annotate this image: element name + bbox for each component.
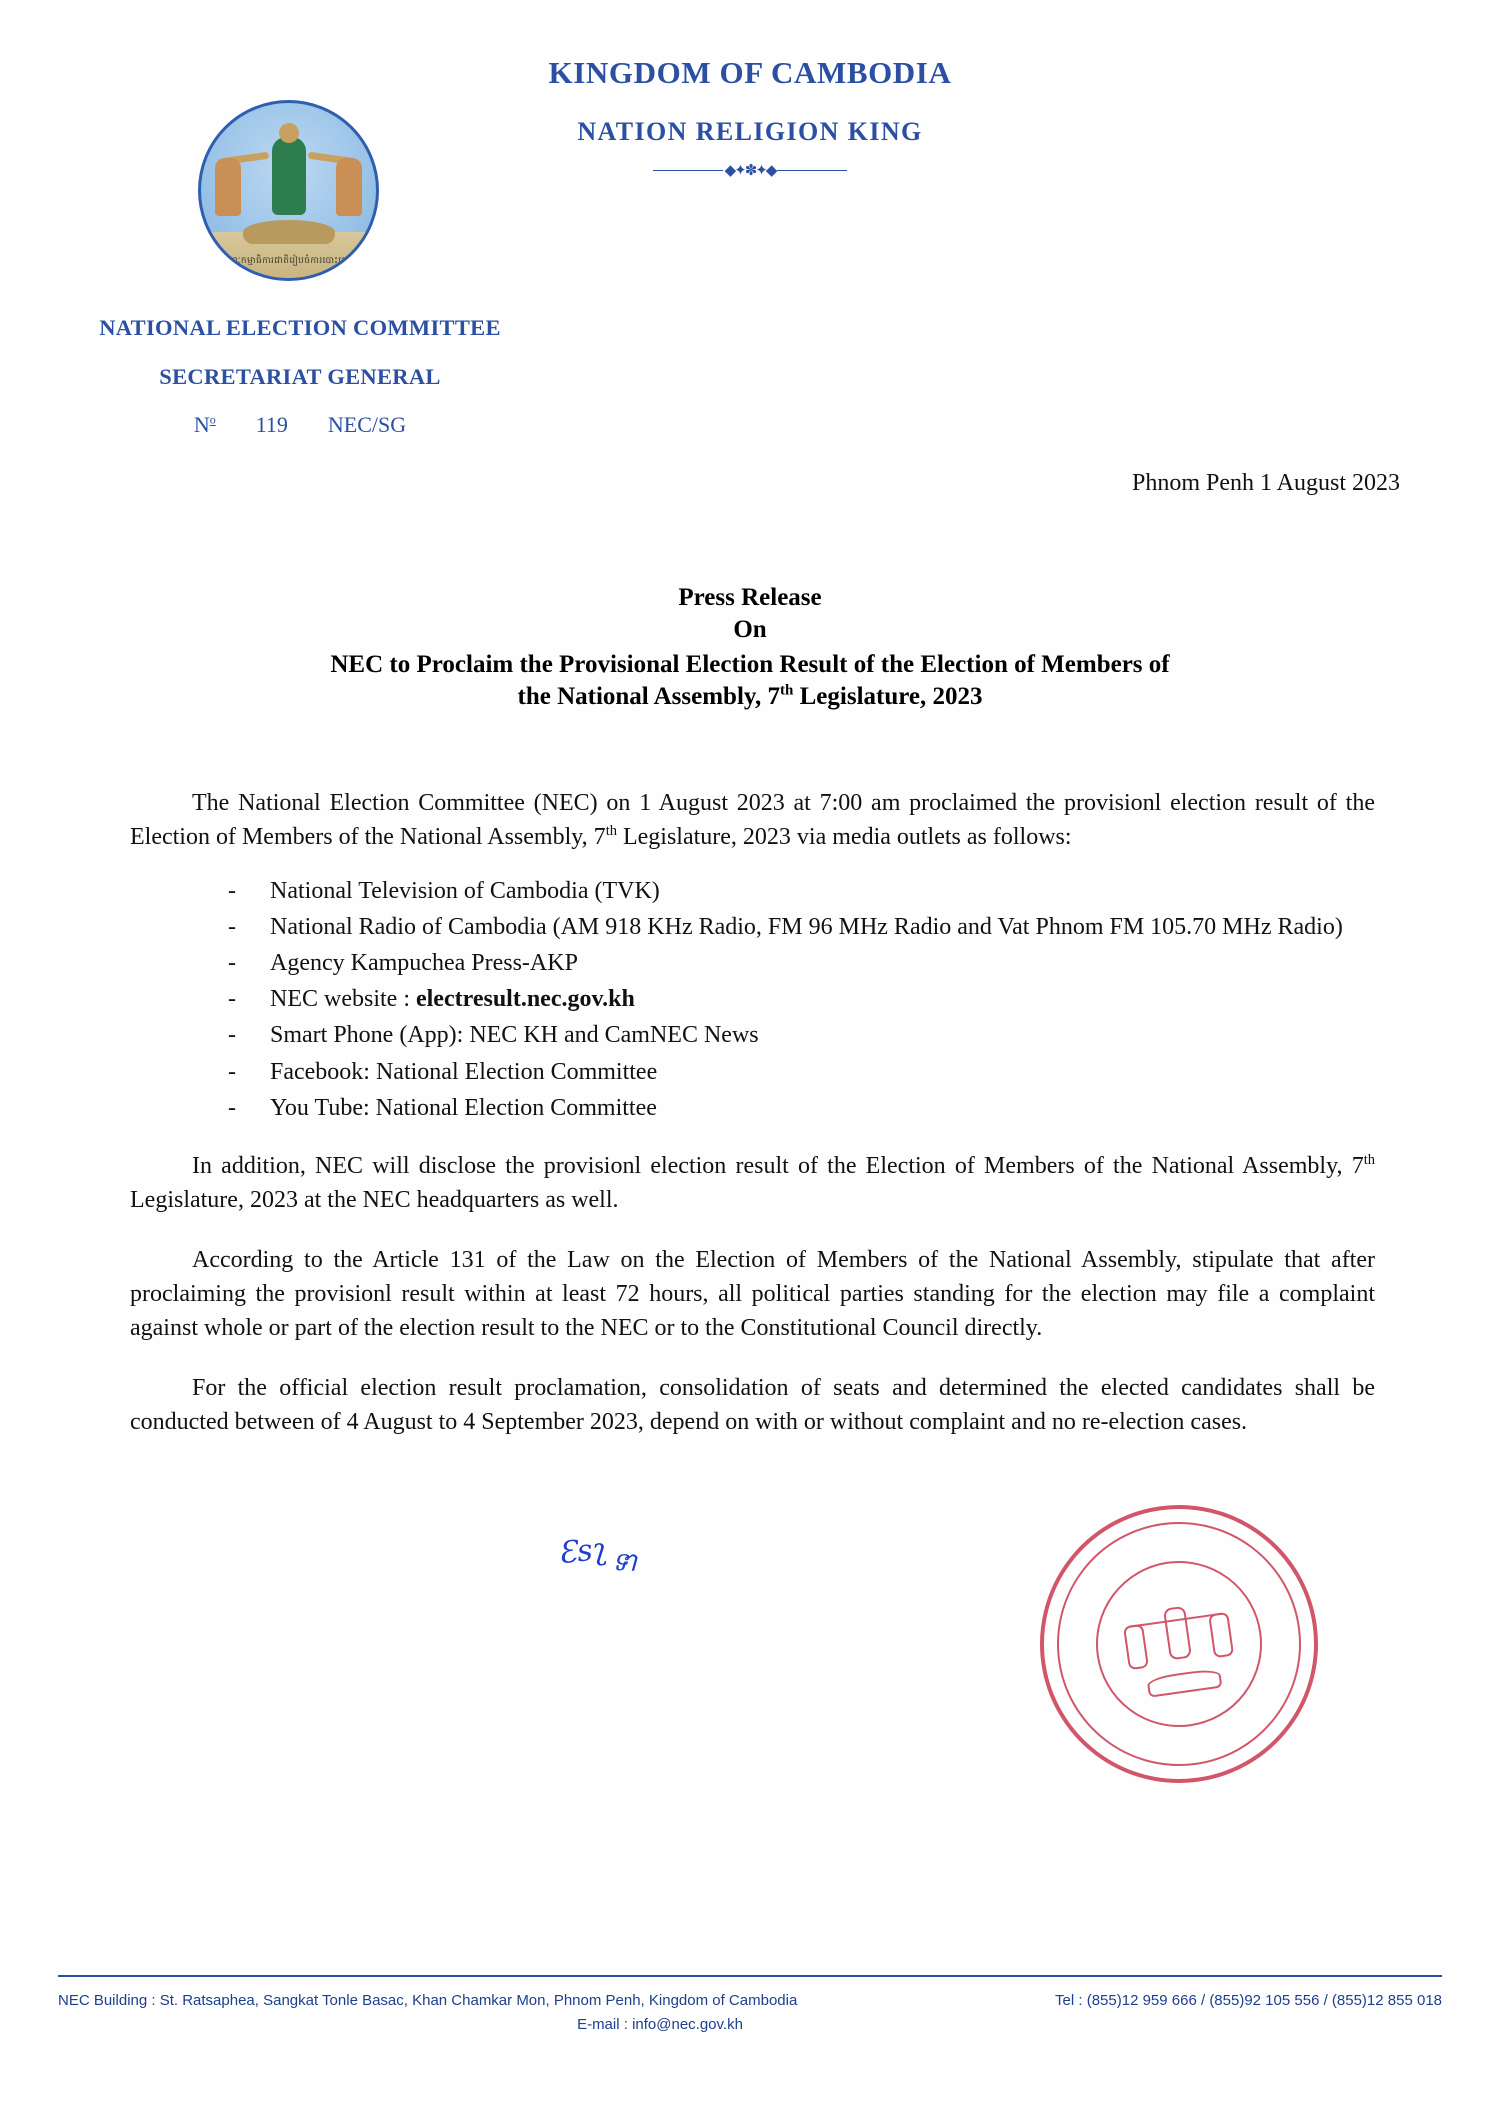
list-bullet-dash: - <box>228 1058 236 1085</box>
title-line-4 <box>110 681 1390 713</box>
handwritten-signature-icon <box>557 1524 684 1606</box>
document-body <box>130 762 1375 1459</box>
page-title <box>110 582 1390 713</box>
list-item-label: Smart Phone (App): NEC KH and CamNEC News <box>270 1022 759 1049</box>
organisation-unit: SECRETARIAT GENERAL <box>159 364 441 389</box>
paragraph-3: According to the Article 131 of the Law on the Election of Members of the National Assembly, stipulate that after proclaiming the provisionl result within at least 72 hours, all political parties standing for the election may file a complaint against whole or part of the election result to the NEC or to the Constitutional Council directly. <box>130 1246 1375 1342</box>
official-red-stamp-icon <box>1022 1487 1336 1801</box>
title-line-3: NEC to Proclaim the Provisional Election Result of the Election of Members of <box>330 651 1170 678</box>
list-item <box>228 910 1375 944</box>
list-item <box>228 1018 1375 1052</box>
list-item <box>228 946 1375 980</box>
paragraph-1-post: Legislature, 2023 via media outlets as follows: <box>616 824 1072 851</box>
list-item <box>228 874 1375 908</box>
reference-number: 119 <box>255 412 288 437</box>
list-item-label: National Radio of Cambodia (AM 918 KHz Radio, FM 96 MHz Radio and Vat Phnom FM 105.70 MHz Radio) <box>270 914 1343 941</box>
ordinal-suffix-2: th <box>1363 1151 1375 1168</box>
list-item <box>228 1055 1375 1089</box>
signature-mark-2: ទា <box>611 1547 638 1578</box>
title-ordinal-suffix: th <box>780 682 794 699</box>
paragraph-2-post: Legislature, 2023 at the NEC headquarters as well. <box>130 1186 619 1213</box>
paragraph-4: For the official election result proclamation, consolidation of seats and determined the elected candidates shall be conducted between of 4 August to 4 September 2023, depend on with or without complaint and no re-election cases. <box>130 1375 1375 1436</box>
footer-email: E-mail : info@nec.gov.kh <box>577 2016 743 2033</box>
list-bullet-dash: - <box>228 914 236 941</box>
motto-line: NATION RELIGION KING <box>577 117 923 146</box>
list-item-label: Agency Kampuchea Press-AKP <box>270 950 578 977</box>
list-bullet-dash: - <box>228 878 236 905</box>
title-line-2: On <box>733 616 767 643</box>
footer-telephone: Tel : (855)12 959 666 / (855)92 105 556 / (855)12 855 018 <box>1055 1992 1442 2009</box>
number-symbol: $N^o$ <box>193 412 216 437</box>
paragraph-1-pre: The National Election Committee (NEC) on 1 August 2023 at 7:00 am proclaimed the provisionl election result of the Election of Members of the National Assembly, 7 <box>130 790 1375 851</box>
dateline: Phnom Penh 1 August 2023 <box>1131 470 1400 496</box>
list-bullet-dash: - <box>228 950 236 977</box>
list-item-label: NEC website : <box>270 986 416 1013</box>
nec-website-url: electresult.nec.gov.kh <box>415 986 635 1013</box>
list-item-label: Facebook: National Election Committee <box>270 1058 658 1085</box>
national-election-committee-emblem-icon <box>198 100 379 281</box>
paragraph-1 <box>130 786 1375 854</box>
decorative-divider-icon: ◆✦✽✦◆ <box>0 161 1500 180</box>
reference-number-row <box>40 412 560 438</box>
organisation-name: NATIONAL ELECTION COMMITTEE <box>99 315 501 340</box>
paragraph-2 <box>130 1149 1375 1217</box>
signature-mark-1: Ɛsʅ <box>556 1531 609 1572</box>
footer-address: NEC Building : St. Ratsaphea, Sangkat Tonle Basac, Khan Chamkar Mon, Phnom Penh, Kingdom of Cambodia <box>58 1992 798 2009</box>
list-bullet-dash: - <box>228 1022 236 1049</box>
emblem-caption: គណៈកម្មាធិការជាតិរៀបចំការបោះឆ្នោត <box>220 256 357 266</box>
list-bullet-dash: - <box>228 986 236 1013</box>
title-line-1: Press Release <box>678 584 822 611</box>
list-item-label: You Tube: National Election Committee <box>270 1094 657 1121</box>
list-bullet-dash: - <box>228 1094 236 1121</box>
footer-divider <box>58 1975 1442 1977</box>
organisation-block <box>40 315 560 438</box>
title-line-4-post: Legislature, 2023 <box>793 683 983 710</box>
paragraph-2-pre: In addition, NEC will disclose the provisionl election result of the Election of Members of the National Assembly, 7 <box>192 1152 1364 1179</box>
list-item <box>228 1091 1375 1125</box>
list-item-label: National Television of Cambodia (TVK) <box>270 878 660 905</box>
title-line-4-pre: the National Assembly, 7 <box>517 683 781 710</box>
kingdom-title: KINGDOM OF CAMBODIA <box>548 55 952 90</box>
ordinal-suffix-1: th <box>605 823 617 840</box>
document-footer <box>58 1992 1442 2033</box>
reference-code: NEC/SG <box>327 412 407 437</box>
list-item <box>228 982 1375 1016</box>
media-outlet-list <box>130 874 1375 1125</box>
